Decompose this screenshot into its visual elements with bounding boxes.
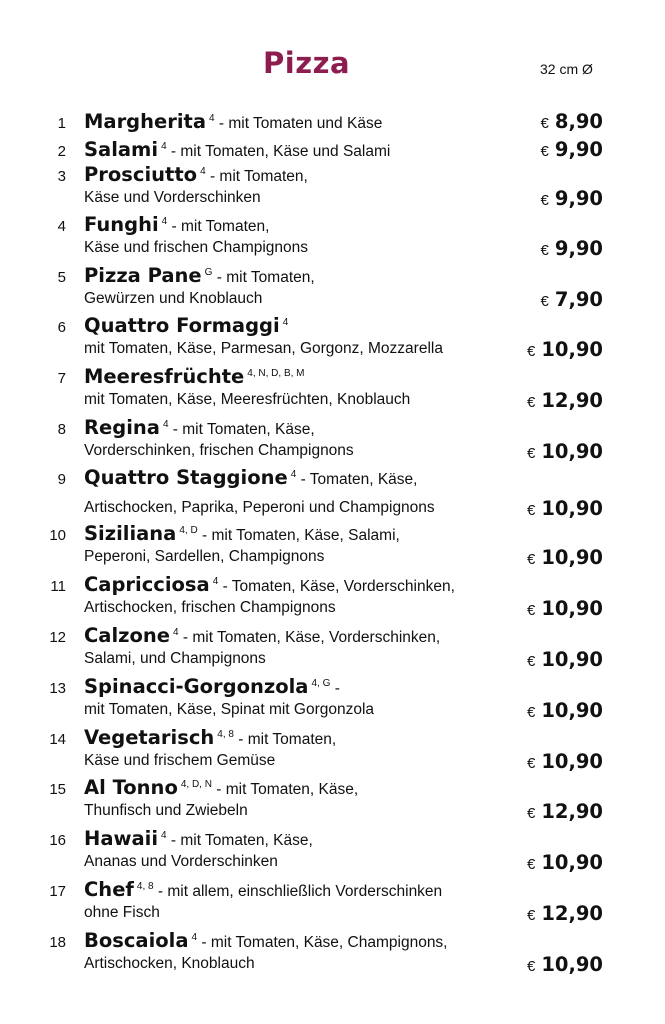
item-name: Siziliana [84,522,177,545]
item-name: Regina [84,416,160,439]
item-description-continued: mit Tomaten, Käse, Parmesan, Gorgonz, Mozzarella [84,340,443,357]
item-allergens: 4 [191,932,198,943]
item-allergens: 4, 8 [136,881,154,892]
item-title-line [84,573,455,596]
item-number: 7 [57,370,66,387]
price-value: 12,90 [541,389,603,412]
item-allergens: 4 [161,830,167,841]
menu-title: Pizza [263,46,351,80]
item-price [527,750,603,773]
item-description-continued: Gewürzen und Knoblauch [84,290,263,307]
item-description: - mit Tomaten, [205,168,308,185]
item-price [527,597,603,620]
currency-symbol: € [540,192,549,209]
price-value: 9,90 [554,187,603,210]
item-name: Funghi [84,213,159,236]
item-allergens: G [204,267,213,278]
item-title-line [84,827,313,850]
price-value: 10,90 [541,699,603,722]
item-title-line [84,929,448,952]
item-title-line [84,416,315,439]
price-value: 9,90 [554,237,603,260]
price-value: 10,90 [541,497,603,520]
item-description: - [330,680,340,697]
item-description-continued: Artischocken, Knoblauch [84,955,255,972]
item-description-continued: mit Tomaten, Käse, Meeresfrüchten, Knoblauch [84,391,411,408]
currency-symbol: € [526,551,536,568]
item-title-line [84,522,400,545]
item-description: - mit Tomaten, Käse, [211,781,359,798]
item-description-continued: mit Tomaten, Käse, Spinat mit Gorgonzola [84,701,375,718]
item-price [541,138,603,161]
item-number: 17 [49,883,66,900]
item-name: Pizza Pane [84,264,202,287]
item-name: Capricciosa [84,573,210,596]
item-allergens: 4, D, N [180,779,212,790]
currency-symbol: € [526,805,536,822]
item-allergens: 4 [200,166,206,177]
item-description-continued: Peperoni, Sardellen, Champignons [84,548,325,565]
item-description: - mit Tomaten, [233,731,337,748]
item-number: 13 [49,680,66,697]
currency-symbol: € [526,907,536,924]
item-name: Calzone [84,624,171,647]
item-description-continued: Käse und frischem Gemüse [84,752,276,769]
item-price [527,338,603,361]
item-allergens: 4 [161,141,167,152]
item-price [541,187,603,210]
price-value: 9,90 [554,138,603,161]
item-description: - mit Tomaten, Käse und Salami [166,143,391,160]
item-description-continued: Käse und Vorderschinken [84,189,261,206]
item-price [527,497,603,520]
item-name: Vegetarisch [84,726,215,749]
item-name: Al Tonno [84,776,178,799]
item-price [527,546,603,569]
item-number: 4 [57,218,66,235]
item-price [541,237,603,260]
item-price [527,800,603,823]
item-number: 14 [49,731,66,748]
item-name: Boscaiola [84,929,189,952]
item-title-line [84,878,442,901]
item-allergens: 4 [162,419,169,430]
item-number: 11 [50,578,66,595]
item-number: 18 [49,934,66,951]
item-number: 16 [49,832,66,849]
item-description-continued: Ananas und Vorderschinken [84,853,278,870]
item-description: - mit Tomaten und Käse [214,115,383,132]
item-title-line [84,675,340,698]
item-number: 10 [49,527,66,544]
item-title-line [84,466,417,489]
item-description: - mit Tomaten, Käse, Salami, [197,527,400,544]
price-value: 8,90 [554,110,603,133]
currency-symbol: € [526,704,536,721]
item-title-line [84,138,390,161]
item-title-line [84,264,315,287]
item-price [527,648,603,671]
item-title-line [84,314,288,337]
item-number: 3 [57,168,66,185]
item-number: 9 [57,471,66,488]
item-name: Chef [84,878,134,901]
price-value: 10,90 [541,648,603,671]
currency-symbol: € [540,242,549,259]
item-title-line [84,110,382,133]
item-number: 6 [57,319,66,336]
item-name: Salami [84,138,159,161]
item-description: - mit Tomaten, Käse, Vorderschinken, [178,629,441,646]
price-value: 10,90 [541,546,603,569]
item-title-line [84,726,336,749]
item-description: - mit Tomaten, [167,218,270,235]
currency-symbol: € [540,293,549,310]
item-description-continued: Artischocken, frischen Champignons [84,599,336,616]
item-title-line [84,365,305,388]
price-value: 7,90 [554,288,603,311]
item-allergens: 4 [173,627,179,638]
currency-symbol: € [526,856,536,873]
item-price [527,699,603,722]
item-description: - mit allem, einschließlich Vorderschinken [153,883,443,900]
item-name: Margherita [84,110,207,133]
item-description-continued: Vorderschinken, frischen Champignons [84,442,354,459]
item-price [527,851,603,874]
item-title-line [84,163,308,186]
item-description-continued: Thunfisch und Zwiebeln [84,802,248,819]
item-description: - mit Tomaten, Käse, [166,832,313,849]
item-price [541,288,603,311]
currency-symbol: € [526,755,536,772]
item-allergens: 4 [161,216,168,227]
currency-symbol: € [526,394,536,411]
item-allergens: 4, D [179,525,198,536]
price-value: 10,90 [541,851,603,874]
price-value: 10,90 [541,953,603,976]
currency-symbol: € [526,653,536,670]
item-number: 5 [57,269,66,286]
item-number: 15 [49,781,66,798]
currency-symbol: € [540,143,549,160]
price-value: 12,90 [541,902,603,925]
item-name: Quattro Formaggi [84,314,280,337]
price-value: 10,90 [541,338,603,361]
item-number: 8 [57,421,66,438]
price-value: 10,90 [541,750,603,773]
currency-symbol: € [540,115,549,132]
item-price [541,110,603,133]
item-title-line [84,624,440,647]
item-name: Spinacci-Gorgonzola [84,675,309,698]
item-title-line [84,213,269,236]
item-description: - Tomaten, Käse, Vorderschinken, [218,578,455,595]
item-name: Meeresfrüchte [84,365,245,388]
item-description: - mit Tomaten, Käse, [168,421,315,438]
item-price [527,953,603,976]
item-description: - mit Tomaten, [212,269,315,286]
currency-symbol: € [526,502,536,519]
item-number: 2 [57,143,66,160]
item-allergens: 4, G [311,678,331,689]
item-description-continued: ohne Fisch [84,904,160,921]
pizza-size-note: 32 cm Ø [540,61,593,77]
item-price [527,902,603,925]
price-value: 10,90 [541,597,603,620]
currency-symbol: € [526,958,536,975]
currency-symbol: € [526,343,536,360]
item-description-continued: Salami, und Champignons [84,650,266,667]
item-number: 12 [49,629,66,646]
price-value: 10,90 [541,440,603,463]
price-value: 12,90 [541,800,603,823]
item-allergens: 4, N, D, B, M [247,368,305,379]
item-allergens: 4 [282,317,289,328]
item-description-continued: Artischocken, Paprika, Peperoni und Champignons [84,499,435,516]
item-allergens: 4 [209,113,215,124]
item-description: - mit Tomaten, Käse, Champignons, [197,934,448,951]
item-number: 1 [57,115,66,132]
item-description: - Tomaten, Käse, [296,471,418,488]
item-name: Hawaii [84,827,159,850]
item-allergens: 4 [290,469,297,480]
currency-symbol: € [526,602,536,619]
item-name: Prosciutto [84,163,198,186]
item-title-line [84,776,358,799]
item-price [527,389,603,412]
currency-symbol: € [526,445,536,462]
item-name: Quattro Staggione [84,466,288,489]
item-description-continued: Käse und frischen Champignons [84,239,309,256]
item-price [527,440,603,463]
item-allergens: 4 [212,576,219,587]
item-allergens: 4, 8 [217,729,234,740]
